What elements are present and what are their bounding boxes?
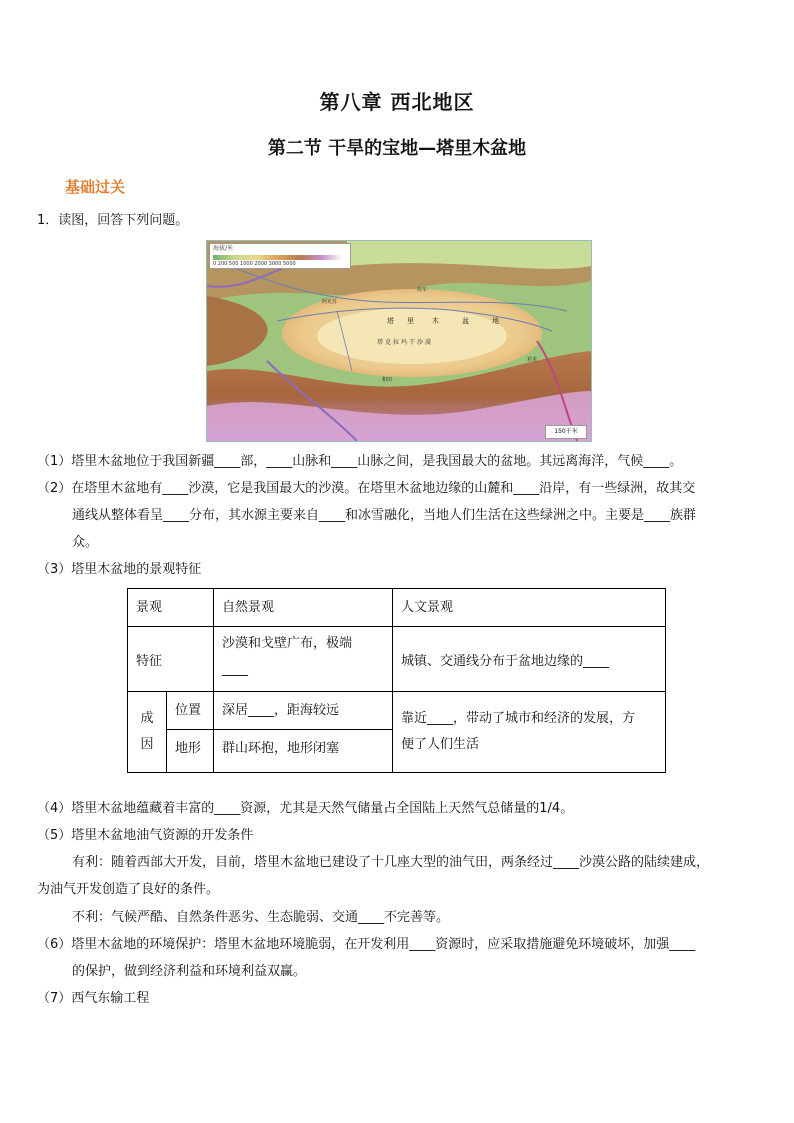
table-row	[128, 692, 666, 730]
table-row	[128, 589, 666, 627]
header-human: 人文景观	[401, 600, 454, 615]
map-label-aksu: 阿克苏	[322, 299, 338, 305]
question-2-line-1: （2）在塔里木盆地有____沙漠，它是我国最大的沙漠。在塔里木盆地边缘的山麓和____沿岸，有一些绿洲，故其交	[37, 481, 696, 496]
terrain-natural: 群山环抱，地形闭塞	[222, 741, 340, 756]
map-label-hotan: 和田	[382, 377, 393, 383]
legend-ticks: 0 200 500 1000 2000 3000 5000	[213, 261, 296, 267]
section-title: 第二节 干旱的宝地—塔里木盆地	[267, 138, 527, 159]
map-terrain	[207, 241, 591, 441]
feature-human: 城镇、交通线分布于盆地边缘的____	[401, 653, 610, 669]
header-natural: 自然景观	[222, 600, 275, 615]
table-row	[128, 627, 666, 692]
feature-natural-line-1: 沙漠和戈壁广布，极端	[222, 636, 353, 651]
question-2-line-2: 通线从整体看呈____分布，其水源主要来自____和冰雪融化，当地人们生活在这些绿洲之中。主要是____族群	[72, 508, 697, 523]
question-intro: 1．读图，回答下列问题。	[37, 213, 189, 228]
location-natural: 深居____，距海较远	[222, 703, 340, 718]
question-1: （1）塔里木盆地位于我国新疆____部，____山脉和____山脉之间，是我国最大的盆地。其远离海洋，气候____。	[37, 454, 683, 469]
feature-natural-line-2: ____	[222, 662, 248, 677]
cause-human-line-1: 靠近____，带动了城市和经济的发展，方	[401, 711, 636, 726]
row-feature: 特征	[136, 653, 163, 669]
row-cause-1: 成	[140, 711, 154, 726]
map-label-desert: 塔克拉玛干沙漠	[377, 339, 434, 346]
map-label-ruoqiang: 若羌	[527, 357, 538, 363]
question-6-line-2: 的保护，做到经济利益和环境利益双赢。	[72, 964, 307, 979]
map-label-di: 地	[492, 317, 499, 325]
elevation-legend	[209, 243, 351, 269]
question-7: （7）西气东输工程	[37, 991, 150, 1006]
cause-human-line-2: 便了人们生活	[401, 737, 480, 752]
header-landscape: 景观	[136, 600, 163, 615]
map-label-kuqa: 库车	[417, 287, 428, 293]
row-cause-2: 因	[140, 737, 154, 752]
question-4: （4）塔里木盆地蕴藏着丰富的____资源，尤其是天然气储量占全国陆上天然气总储量的1/4。	[37, 801, 574, 816]
question-5-disadvantage: 不利：气候严酷、自然条件恶劣、生态脆弱、交通____不完善等。	[72, 910, 450, 925]
map-scale-bar: 150千米	[545, 425, 587, 439]
tarim-basin-map	[206, 240, 592, 442]
map-label-li: 里	[407, 317, 414, 325]
section-heading: 基础过关	[65, 178, 126, 196]
row-location: 位置	[175, 703, 202, 718]
map-label-ta: 塔	[387, 317, 394, 325]
question-2-line-3: 众。	[72, 535, 99, 550]
question-6-line-1: （6）塔里木盆地的环境保护：塔里木盆地环境脆弱，在开发利用____资源时，应采取措施避免环境破坏，加强____	[37, 937, 696, 952]
map-label-pen: 盆	[462, 317, 469, 325]
question-5-advantage-line-1: 有利：随着西部大开发，目前，塔里木盆地已建设了十几座大型的油气田，两条经过____沙漠公路的陆续建成，	[72, 855, 710, 870]
landscape-features-table	[127, 588, 666, 773]
chapter-title: 第八章 西北地区	[319, 90, 475, 114]
row-terrain: 地形	[175, 741, 202, 756]
legend-title: 海拔/米	[213, 245, 234, 252]
map-label-mu: 木	[432, 317, 439, 325]
question-5-title: （5）塔里木盆地油气资源的开发条件	[37, 828, 254, 843]
question-3-title: （3）塔里木盆地的景观特征	[37, 562, 202, 577]
question-5-advantage-line-2: 为油气开发创造了良好的条件。	[37, 882, 220, 897]
